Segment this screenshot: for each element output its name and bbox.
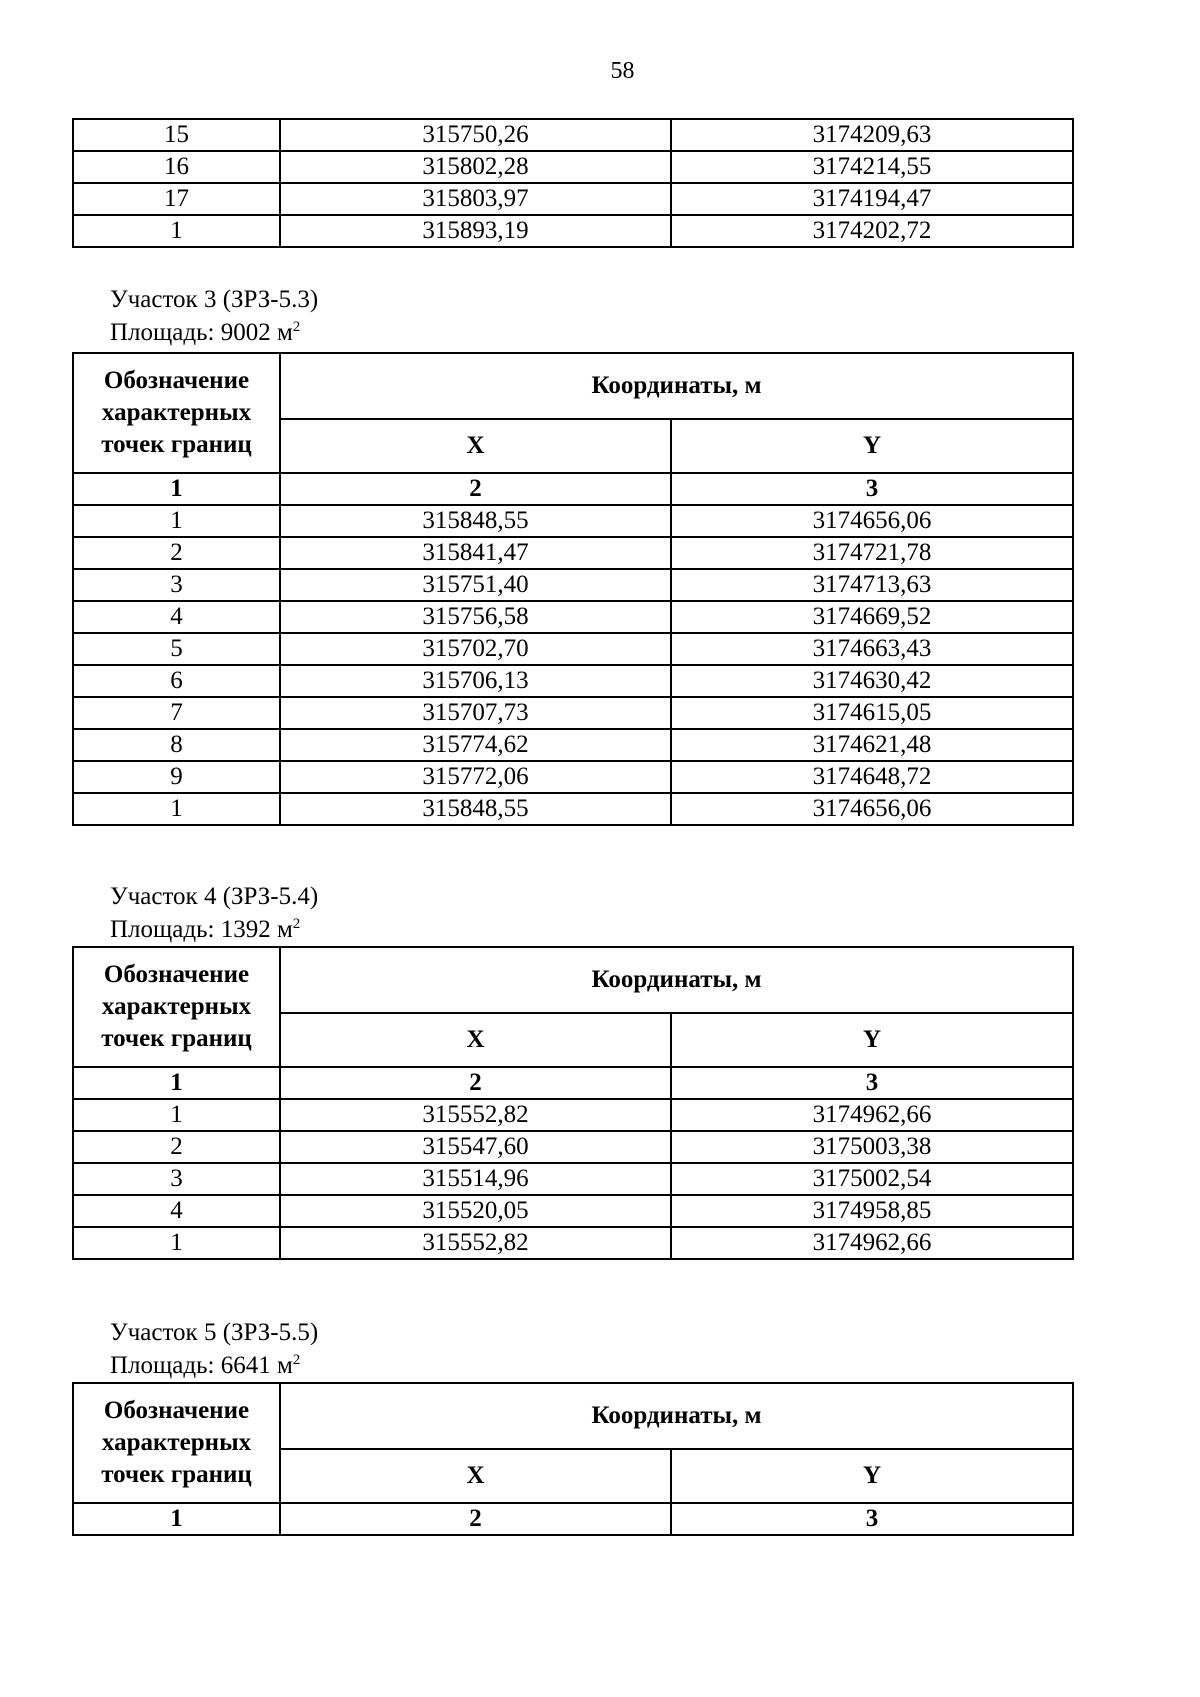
y-value: 3174713,63: [671, 569, 1073, 601]
y-value: 3174621,48: [671, 729, 1073, 761]
column-index: 1: [73, 1503, 280, 1535]
point-id: 4: [73, 1195, 280, 1227]
point-id: 5: [73, 633, 280, 665]
section-4-area: [110, 915, 300, 945]
section-5-title: Участок 5 (ЗРЗ-5.5): [110, 1319, 319, 1346]
table-row: [73, 665, 1073, 697]
column-index: 3: [671, 1503, 1073, 1535]
coordinates-table-section-5: [72, 1382, 1074, 1536]
x-value: 315841,47: [280, 537, 671, 569]
section-3-title: Участок 3 (ЗРЗ-5.3): [110, 286, 319, 313]
column-index: 2: [280, 473, 671, 505]
header-y: Y: [671, 1449, 1073, 1503]
coordinates-table-continued: [72, 118, 1074, 248]
table-row: [73, 697, 1073, 729]
point-id: 1: [73, 793, 280, 825]
table-row: [73, 729, 1073, 761]
column-index: 1: [73, 1067, 280, 1099]
x-value: 315547,60: [280, 1131, 671, 1163]
point-id: 3: [73, 569, 280, 601]
column-index: 3: [671, 1067, 1073, 1099]
y-value: 3174962,66: [671, 1099, 1073, 1131]
table-row: [73, 1099, 1073, 1131]
column-index-row: [73, 1503, 1073, 1535]
header-coordinates: Координаты, м: [280, 947, 1073, 1013]
x-value: 315750,26: [280, 119, 671, 151]
table-row: [73, 537, 1073, 569]
header-y: Y: [671, 1013, 1073, 1067]
point-id: 6: [73, 665, 280, 697]
point-id: 2: [73, 1131, 280, 1163]
y-value: 3174663,43: [671, 633, 1073, 665]
point-id: 1: [73, 215, 280, 247]
y-value: 3174656,06: [671, 793, 1073, 825]
x-value: 315552,82: [280, 1227, 671, 1259]
x-value: 315552,82: [280, 1099, 671, 1131]
x-value: 315802,28: [280, 151, 671, 183]
x-value: 315772,06: [280, 761, 671, 793]
x-value: 315848,55: [280, 505, 671, 537]
table-row: [73, 793, 1073, 825]
section-4-title: Участок 4 (ЗРЗ-5.4): [110, 883, 319, 910]
table-row: [73, 1163, 1073, 1195]
area-superscript: 2: [292, 916, 301, 932]
section-5-area: [110, 1351, 300, 1381]
area-text: Площадь: 9002 м: [110, 319, 293, 346]
point-id: 15: [73, 119, 280, 151]
column-index: 2: [280, 1067, 671, 1099]
y-value: 3174656,06: [671, 505, 1073, 537]
point-id: 1: [73, 1099, 280, 1131]
header-coordinates: Координаты, м: [280, 1383, 1073, 1449]
table-row: [73, 633, 1073, 665]
x-value: 315707,73: [280, 697, 671, 729]
x-value: 315514,96: [280, 1163, 671, 1195]
x-value: 315848,55: [280, 793, 671, 825]
x-value: 315803,97: [280, 183, 671, 215]
y-value: 3175003,38: [671, 1131, 1073, 1163]
header-y: Y: [671, 419, 1073, 473]
x-value: 315706,13: [280, 665, 671, 697]
y-value: 3174202,72: [671, 215, 1073, 247]
point-id: 4: [73, 601, 280, 633]
coordinates-table-section-3: [72, 352, 1074, 826]
table-row: [73, 1227, 1073, 1259]
x-value: 315756,58: [280, 601, 671, 633]
table-row: [73, 601, 1073, 633]
header-boundary-points: Обозначение характерных точек границ: [73, 947, 280, 1067]
section-3-area: [110, 318, 300, 348]
y-value: 3174648,72: [671, 761, 1073, 793]
area-superscript: 2: [292, 319, 301, 335]
header-x: X: [280, 1013, 671, 1067]
table-row: [73, 183, 1073, 215]
point-id: 1: [73, 1227, 280, 1259]
table-row: [73, 1131, 1073, 1163]
x-value: 315702,70: [280, 633, 671, 665]
table-row: [73, 505, 1073, 537]
point-id: 9: [73, 761, 280, 793]
x-value: 315520,05: [280, 1195, 671, 1227]
x-value: 315893,19: [280, 215, 671, 247]
header-x: X: [280, 1449, 671, 1503]
point-id: 3: [73, 1163, 280, 1195]
header-boundary-points: Обозначение характерных точек границ: [73, 1383, 280, 1503]
table-row: [73, 569, 1073, 601]
y-value: 3174214,55: [671, 151, 1073, 183]
column-index-row: [73, 1067, 1073, 1099]
y-value: 3174615,05: [671, 697, 1073, 729]
header-coordinates: Координаты, м: [280, 353, 1073, 419]
x-value: 315751,40: [280, 569, 671, 601]
column-index: 3: [671, 473, 1073, 505]
table-row: [73, 1195, 1073, 1227]
point-id: 8: [73, 729, 280, 761]
area-text: Площадь: 6641 м: [110, 1352, 293, 1379]
header-x: X: [280, 419, 671, 473]
y-value: 3174958,85: [671, 1195, 1073, 1227]
header-boundary-points: Обозначение характерных точек границ: [73, 353, 280, 473]
coordinates-table-section-4: [72, 946, 1074, 1260]
column-index: 1: [73, 473, 280, 505]
table-row: [73, 215, 1073, 247]
column-index: 2: [280, 1503, 671, 1535]
point-id: 2: [73, 537, 280, 569]
y-value: 3174669,52: [671, 601, 1073, 633]
table-row: [73, 151, 1073, 183]
page-number: 58: [610, 58, 635, 84]
area-text: Площадь: 1392 м: [110, 916, 293, 943]
point-id: 16: [73, 151, 280, 183]
point-id: 7: [73, 697, 280, 729]
column-index-row: [73, 473, 1073, 505]
y-value: 3174962,66: [671, 1227, 1073, 1259]
point-id: 1: [73, 505, 280, 537]
x-value: 315774,62: [280, 729, 671, 761]
y-value: 3174721,78: [671, 537, 1073, 569]
y-value: 3174630,42: [671, 665, 1073, 697]
area-superscript: 2: [292, 1352, 301, 1368]
y-value: 3174209,63: [671, 119, 1073, 151]
y-value: 3175002,54: [671, 1163, 1073, 1195]
table-row: [73, 119, 1073, 151]
y-value: 3174194,47: [671, 183, 1073, 215]
point-id: 17: [73, 183, 280, 215]
table-row: [73, 761, 1073, 793]
